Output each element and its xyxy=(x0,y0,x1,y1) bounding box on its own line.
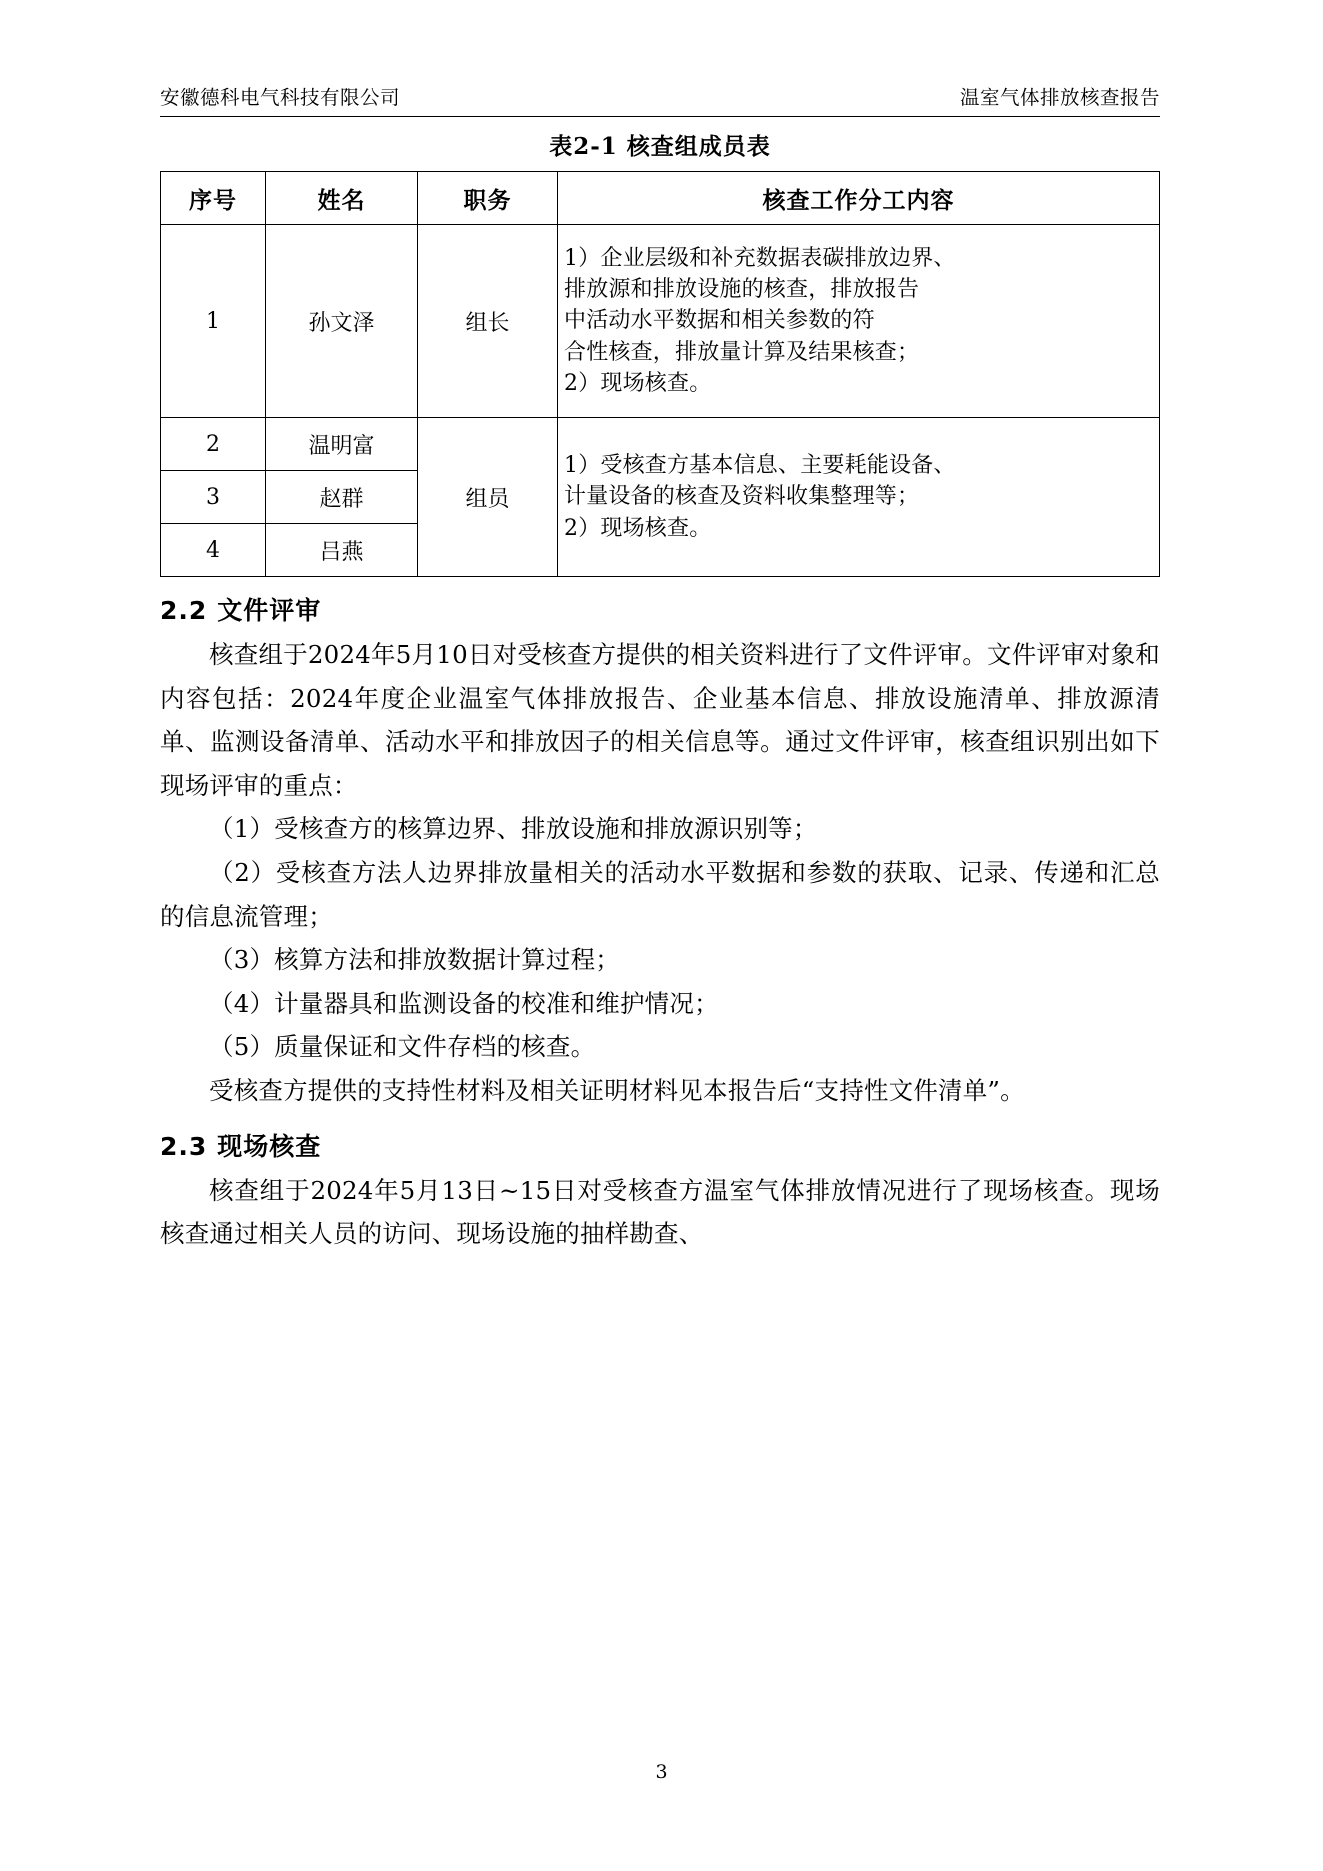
section-number: 2.3 xyxy=(160,1131,208,1161)
duty-line: 排放源和排放设施的核查，排放报告 xyxy=(564,277,920,303)
duty-line: 计量设备的核查及资料收集整理等； xyxy=(564,484,920,510)
section-title: 现场核查 xyxy=(217,1131,322,1161)
section-title: 文件评审 xyxy=(217,596,322,625)
duty-line: 中活动水平数据和相关参数的符 xyxy=(564,308,875,334)
column-header-no: 序号 xyxy=(161,172,266,225)
table-header-row xyxy=(161,172,1160,225)
cell-role: 组长 xyxy=(418,225,558,418)
paragraph: （5）质量保证和文件存档的核查。 xyxy=(209,1032,596,1062)
paragraph: （2）受核查方法人边界排放量相关的活动水平数据和参数的获取、记录、传递和汇总的信息流管理； xyxy=(160,858,1160,931)
section-heading-2-2 xyxy=(160,591,1160,627)
column-header-name: 姓名 xyxy=(266,172,418,225)
cell-name: 赵群 xyxy=(266,471,418,524)
page-number: 3 xyxy=(655,1761,668,1783)
cell-no: 4 xyxy=(161,524,266,577)
cell-no: 1 xyxy=(161,225,266,418)
paragraph: 受核查方提供的支持性材料及相关证明材料见本报告后“支持性文件清单”。 xyxy=(209,1076,1025,1106)
duty-line: 1）企业层级和补充数据表碳排放边界、 xyxy=(564,245,956,271)
page-content xyxy=(160,128,1160,1256)
cell-name: 孙文泽 xyxy=(266,225,418,418)
table-row xyxy=(161,418,1160,471)
duty-line: 合性核查，排放量计算及结果核查； xyxy=(564,339,920,365)
column-header-role: 职务 xyxy=(418,172,558,225)
duty-line: 2）现场核查。 xyxy=(564,515,712,541)
section-number: 2.2 xyxy=(160,596,208,625)
duty-line: 1）受核查方基本信息、主要耗能设备、 xyxy=(564,453,956,479)
cell-duty xyxy=(558,418,1160,577)
header-report-title: 温室气体排放核查报告 xyxy=(959,86,1160,109)
paragraph: 核查组于2024年5月13日~15日对受核查方温室气体排放情况进行了现场核查。现场核查通过相关人员的访问、现场设施的抽样勘查、 xyxy=(160,1175,1160,1249)
page-header xyxy=(160,82,1160,117)
cell-duty xyxy=(558,225,1160,418)
cell-name: 温明富 xyxy=(266,418,418,471)
duty-line: 2）现场核查。 xyxy=(564,370,712,396)
cell-no: 3 xyxy=(161,471,266,524)
table-row xyxy=(161,225,1160,418)
cell-name: 吕燕 xyxy=(266,524,418,577)
column-header-duty: 核查工作分工内容 xyxy=(558,172,1160,225)
cell-role: 组员 xyxy=(418,418,558,577)
paragraph: （1）受核查方的核算边界、排放设施和排放源识别等； xyxy=(209,814,818,844)
section-heading-2-3 xyxy=(160,1127,1160,1163)
header-company-name: 安徽德科电气科技有限公司 xyxy=(160,86,401,109)
paragraph: 核查组于2024年5月10日对受核查方提供的相关资料进行了文件评审。文件评审对象和内容包括：2024年度企业温室气体排放报告、企业基本信息、排放设施清单、排放源清单、监测设备清单、活动水平和排放因子的相关信息等。通过文件评审，核查组识别出如下现场评审的重点： xyxy=(160,640,1160,800)
paragraph: （3）核算方法和排放数据计算过程； xyxy=(209,945,620,975)
audit-team-table xyxy=(160,171,1160,577)
cell-no: 2 xyxy=(161,418,266,471)
paragraph: （4）计量器具和监测设备的校准和维护情况； xyxy=(209,988,719,1018)
table-caption: 表2-1 核查组成员表 xyxy=(549,133,771,160)
